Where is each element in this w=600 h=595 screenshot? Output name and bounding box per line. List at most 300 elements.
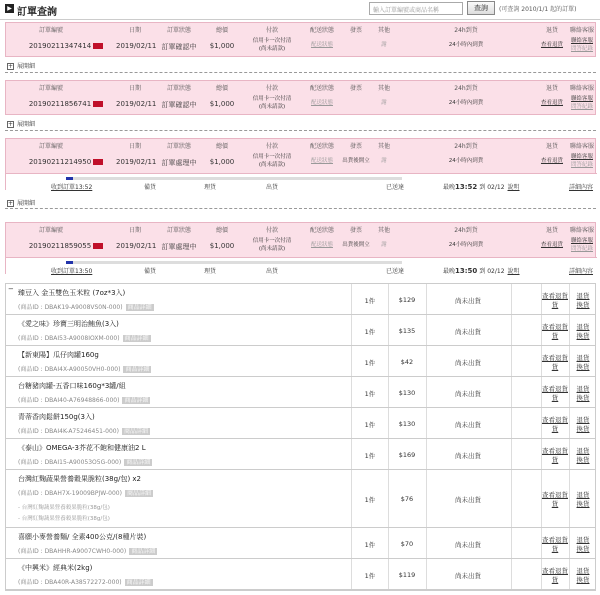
order-row bbox=[6, 93, 595, 115]
exchange-button[interactable]: 換貨 bbox=[576, 363, 590, 371]
deadline-help-link[interactable]: 說明 bbox=[507, 184, 520, 191]
divider bbox=[5, 208, 596, 209]
order-row bbox=[6, 35, 595, 57]
order-number: 20190211214950 bbox=[28, 158, 92, 166]
header-total: 總價 bbox=[215, 227, 228, 234]
item-row bbox=[6, 528, 595, 559]
item-detail-button[interactable]: 商品詳細 bbox=[125, 366, 150, 373]
item-name: 喜願小麥營養麵/ 全素400公克/(8種片裝) bbox=[18, 533, 147, 541]
payment-state: (尚未請款) bbox=[258, 246, 286, 252]
item-list bbox=[5, 283, 596, 591]
stage-sort: 理貨 bbox=[204, 268, 217, 275]
stage-prepare: 備貨 bbox=[144, 268, 157, 275]
order-total: $1,000 bbox=[209, 158, 235, 166]
header-return: 退貨 bbox=[545, 143, 558, 150]
order-header-row bbox=[6, 139, 595, 151]
item-price: $130 bbox=[398, 389, 416, 397]
deadline-suffix: 到 02/12 bbox=[479, 268, 505, 275]
column-divider bbox=[426, 528, 427, 558]
item-price: $119 bbox=[398, 571, 416, 579]
header-ship-status: 配送狀態 bbox=[309, 85, 334, 92]
item-row bbox=[6, 408, 595, 439]
order-date: 2019/02/11 bbox=[116, 100, 157, 108]
column-divider bbox=[388, 377, 389, 407]
other-cell: 謝 bbox=[381, 100, 387, 106]
view-return-link[interactable]: 查看退貨 bbox=[542, 385, 568, 393]
flag-icon bbox=[93, 101, 103, 107]
payment-state: (尚未請款) bbox=[258, 46, 286, 52]
item-id-text: (商品ID : DBAI4X-A90050VH0-000) bbox=[18, 366, 121, 373]
column-divider bbox=[511, 439, 512, 469]
exchange-button[interactable]: 換貨 bbox=[576, 500, 590, 508]
column-divider bbox=[351, 408, 352, 438]
view-return-link[interactable]: 查看退貨 bbox=[542, 416, 568, 424]
order-card bbox=[5, 80, 596, 115]
ship-status-link[interactable]: 配送狀態 bbox=[310, 42, 333, 48]
deadline-label: 最晚 bbox=[443, 268, 456, 275]
order-card bbox=[5, 22, 596, 57]
item-qty: 1件 bbox=[364, 390, 376, 398]
column-divider bbox=[351, 559, 352, 589]
column-divider bbox=[388, 346, 389, 376]
order-progress bbox=[6, 173, 597, 190]
item-price: $130 bbox=[398, 420, 416, 428]
header-eta: 24h到貨 bbox=[454, 85, 478, 92]
header-date: 日期 bbox=[128, 143, 141, 150]
item-detail-button[interactable]: 商品詳細 bbox=[127, 304, 152, 311]
deadline-help-link[interactable]: 說明 bbox=[507, 268, 520, 275]
item-row bbox=[6, 284, 595, 315]
item-qty: 1件 bbox=[364, 297, 376, 305]
plus-icon: + bbox=[8, 200, 14, 207]
return-button[interactable]: 退貨 bbox=[576, 323, 590, 331]
return-button[interactable]: 退貨 bbox=[576, 354, 590, 362]
column-divider bbox=[388, 284, 389, 314]
stage-prepare: 備貨 bbox=[144, 184, 157, 191]
order-status: 訂單處理中 bbox=[161, 243, 197, 251]
order-header-row bbox=[6, 81, 595, 93]
flag-icon bbox=[93, 43, 103, 49]
search-input[interactable]: 輸入訂單編號或商品名稱 bbox=[369, 2, 463, 15]
exchange-button[interactable]: 換貨 bbox=[576, 456, 590, 464]
deadline-time: 13:52 bbox=[455, 183, 478, 191]
return-sub-link[interactable]: 貨 bbox=[551, 363, 559, 371]
payment-method: 信用卡一次付清 bbox=[252, 96, 292, 102]
column-divider bbox=[426, 439, 427, 469]
details-link[interactable]: 詳細內容 bbox=[569, 268, 594, 275]
received-time[interactable]: 收到訂單13:50 bbox=[51, 268, 93, 275]
header-eta: 24h到貨 bbox=[454, 227, 478, 234]
item-price: $76 bbox=[400, 495, 414, 503]
item-detail-button[interactable]: 商品詳細 bbox=[126, 459, 151, 466]
header-invoice: 發票 bbox=[349, 143, 362, 150]
return-button[interactable]: 退貨 bbox=[576, 447, 590, 455]
flag-icon bbox=[93, 159, 103, 165]
column-divider bbox=[388, 528, 389, 558]
column-divider bbox=[351, 439, 352, 469]
order-card bbox=[5, 222, 596, 274]
item-id bbox=[18, 333, 151, 342]
order-number: 20190211859055 bbox=[28, 242, 92, 250]
return-button[interactable]: 退貨 bbox=[576, 491, 590, 499]
item-id-text: (商品ID : DBAI40-A76948866-000) bbox=[18, 397, 120, 404]
header-contact: 聯絡客服 bbox=[569, 143, 594, 150]
column-divider bbox=[511, 377, 512, 407]
progress-bar bbox=[66, 177, 402, 180]
expand-label: 展開細 bbox=[17, 121, 36, 128]
item-id-text: (商品ID : DBAI4K-A75246451-000) bbox=[18, 428, 119, 435]
progress-bar bbox=[66, 261, 402, 264]
query-range-note: (可查詢 2010/1/1 起的訂單) bbox=[499, 6, 577, 13]
item-qty: 1件 bbox=[364, 421, 376, 429]
item-state: 尚未出貨 bbox=[455, 572, 481, 580]
view-return-link[interactable]: 查看退貨 bbox=[540, 100, 563, 106]
item-state: 尚未出貨 bbox=[455, 541, 481, 549]
header-other: 其他 bbox=[377, 85, 390, 92]
header-order-no: 訂單編號 bbox=[38, 227, 63, 234]
eta: 24小時內到貨 bbox=[448, 242, 484, 248]
divider bbox=[5, 72, 596, 73]
item-qty: 1件 bbox=[364, 452, 376, 460]
item-id-text: (商品ID : DBAH7X-19009BPJW-000) bbox=[18, 490, 122, 497]
header-order-no: 訂單編號 bbox=[38, 27, 63, 34]
header-date: 日期 bbox=[128, 27, 141, 34]
deadline-label: 最晚 bbox=[443, 184, 456, 191]
column-divider bbox=[511, 408, 512, 438]
search-button[interactable]: 查詢 bbox=[467, 1, 495, 15]
view-return-link[interactable]: 查看退貨 bbox=[542, 447, 568, 455]
stage-delivered: 已送達 bbox=[386, 268, 405, 275]
view-return-link[interactable]: 查看退貨 bbox=[542, 491, 568, 499]
received-time[interactable]: 收到訂單13:52 bbox=[51, 184, 93, 191]
item-id-text: (商品ID : DBAI53-A9008IOXM-000) bbox=[18, 335, 120, 342]
item-row bbox=[6, 559, 595, 590]
header-date: 日期 bbox=[128, 227, 141, 234]
item-row bbox=[6, 470, 595, 528]
ship-status-link[interactable]: 配送狀態 bbox=[310, 242, 333, 248]
qa-record-link[interactable]: 問答紀錄 bbox=[570, 162, 593, 168]
column-divider bbox=[511, 346, 512, 376]
order-header-row bbox=[6, 23, 595, 35]
column-divider bbox=[426, 346, 427, 376]
exchange-button[interactable]: 換貨 bbox=[576, 332, 590, 340]
column-divider bbox=[511, 284, 512, 314]
item-name: 《泰山》OMEGA-3芥花不飽和健康油2 L bbox=[18, 444, 146, 452]
header-contact: 聯絡客服 bbox=[569, 85, 594, 92]
item-detail-button[interactable]: 商品詳細 bbox=[126, 579, 151, 586]
item-state: 尚未出貨 bbox=[455, 452, 481, 460]
plus-icon: + bbox=[8, 63, 14, 70]
column-divider bbox=[351, 284, 352, 314]
item-id bbox=[18, 488, 153, 497]
item-state: 尚未出貨 bbox=[455, 297, 481, 305]
qa-record-link[interactable]: 問答紀錄 bbox=[570, 46, 593, 52]
header-total: 總價 bbox=[215, 27, 228, 34]
order-number-cell bbox=[16, 242, 116, 250]
column-divider bbox=[388, 559, 389, 589]
order-status: 訂單處理中 bbox=[161, 159, 197, 167]
header-eta: 24h到貨 bbox=[454, 27, 478, 34]
header-payment: 付款 bbox=[265, 227, 278, 234]
ship-status-link[interactable]: 配送狀態 bbox=[310, 100, 333, 106]
item-qty: 1件 bbox=[364, 496, 376, 504]
header-return: 退貨 bbox=[545, 27, 558, 34]
return-sub-link[interactable]: 貨 bbox=[551, 576, 559, 584]
return-sub-link[interactable]: 貨 bbox=[551, 425, 559, 433]
order-date: 2019/02/11 bbox=[116, 158, 157, 166]
item-price: $169 bbox=[398, 451, 416, 459]
expand-label: 展開細 bbox=[17, 200, 36, 207]
order-total: $1,000 bbox=[209, 242, 235, 250]
return-sub-link[interactable]: 貨 bbox=[551, 394, 559, 402]
header-status: 訂單狀態 bbox=[166, 227, 191, 234]
item-detail-button[interactable]: 商品詳細 bbox=[126, 490, 151, 497]
column-divider bbox=[351, 377, 352, 407]
item-row bbox=[6, 315, 595, 346]
column-divider bbox=[426, 315, 427, 345]
header-other: 其他 bbox=[377, 227, 390, 234]
header-date: 日期 bbox=[128, 85, 141, 92]
payment-method: 信用卡一次付清 bbox=[252, 238, 292, 244]
return-sub-link[interactable]: 貨 bbox=[551, 301, 559, 309]
stage-ship: 出貨 bbox=[266, 184, 279, 191]
item-id bbox=[18, 577, 153, 586]
view-return-link[interactable]: 查看退貨 bbox=[540, 42, 563, 48]
view-return-link[interactable]: 查看退貨 bbox=[540, 242, 563, 248]
return-button[interactable]: 退貨 bbox=[576, 385, 590, 393]
header-invoice: 發票 bbox=[349, 85, 362, 92]
item-price: $42 bbox=[400, 358, 414, 366]
header-status: 訂單狀態 bbox=[166, 27, 191, 34]
plus-icon: + bbox=[8, 121, 14, 128]
column-divider bbox=[511, 470, 512, 527]
column-divider bbox=[426, 408, 427, 438]
view-return-link[interactable]: 查看退貨 bbox=[542, 354, 568, 362]
return-button[interactable]: 退貨 bbox=[576, 536, 590, 544]
header-payment: 付款 bbox=[265, 85, 278, 92]
header-ship-status: 配送狀態 bbox=[309, 27, 334, 34]
exchange-button[interactable]: 換貨 bbox=[576, 301, 590, 309]
item-detail-button[interactable]: 商品詳細 bbox=[131, 548, 156, 555]
stage-sort: 理貨 bbox=[204, 184, 217, 191]
column-divider bbox=[351, 528, 352, 558]
return-sub-link[interactable]: 貨 bbox=[551, 545, 559, 553]
header-return: 退貨 bbox=[545, 227, 558, 234]
item-detail-button[interactable]: 商品詳細 bbox=[123, 428, 148, 435]
item-row bbox=[6, 439, 595, 470]
view-return-link[interactable]: 查看退貨 bbox=[542, 567, 568, 575]
qa-record-link[interactable]: 問答紀錄 bbox=[570, 104, 593, 110]
item-row bbox=[6, 377, 595, 408]
item-id bbox=[18, 546, 157, 555]
item-name: 青蒂香肉鬆餅150g(3入) bbox=[18, 413, 95, 421]
payment-state: (尚未請款) bbox=[258, 162, 286, 168]
column-divider bbox=[511, 528, 512, 558]
ship-status-link[interactable]: 配送狀態 bbox=[310, 158, 333, 164]
exchange-button[interactable]: 換貨 bbox=[576, 425, 590, 433]
contact-service-link[interactable]: 聯絡客服 bbox=[570, 154, 593, 160]
item-qty: 1件 bbox=[364, 359, 376, 367]
item-id-text: (商品ID : DBAK19-A9008VS0N-000) bbox=[18, 304, 123, 311]
header-status: 訂單狀態 bbox=[166, 85, 191, 92]
item-name: 台糖豬肉罐-五香口味160g*3罐/組 bbox=[18, 382, 126, 390]
exchange-button[interactable]: 換貨 bbox=[576, 394, 590, 402]
view-return-link[interactable]: 查看退貨 bbox=[542, 536, 568, 544]
other-cell: 謝 bbox=[381, 242, 387, 248]
column-divider bbox=[388, 439, 389, 469]
header-return: 退貨 bbox=[545, 85, 558, 92]
column-divider bbox=[388, 408, 389, 438]
view-return-link[interactable]: 查看退貨 bbox=[542, 292, 568, 300]
return-sub-link[interactable]: 貨 bbox=[551, 500, 559, 508]
contact-service-link[interactable]: 聯絡客服 bbox=[570, 38, 593, 44]
header-other: 其他 bbox=[377, 143, 390, 150]
deadline bbox=[443, 182, 520, 191]
item-id bbox=[18, 395, 150, 404]
column-divider bbox=[426, 284, 427, 314]
view-return-link[interactable]: 查看退貨 bbox=[540, 158, 563, 164]
invoice: 出貨後開立 bbox=[342, 158, 370, 164]
order-number: 20190211347414 bbox=[28, 42, 92, 50]
order-number-cell bbox=[16, 100, 116, 108]
expand-toggle[interactable] bbox=[7, 61, 35, 70]
eta: 24小時內到貨 bbox=[448, 100, 484, 106]
column-divider bbox=[426, 377, 427, 407]
header-ship-status: 配送狀態 bbox=[309, 143, 334, 150]
qa-record-link[interactable]: 問答紀錄 bbox=[570, 246, 593, 252]
return-sub-link[interactable]: 貨 bbox=[551, 456, 559, 464]
return-button[interactable]: 退貨 bbox=[576, 416, 590, 424]
column-divider bbox=[511, 559, 512, 589]
header-invoice: 發票 bbox=[349, 227, 362, 234]
item-state: 尚未出貨 bbox=[455, 328, 481, 336]
column-divider bbox=[426, 470, 427, 527]
other-cell: 謝 bbox=[381, 158, 387, 164]
header-order-no: 訂單編號 bbox=[38, 85, 63, 92]
item-name: 【新東陽】瓜仔肉罐160g bbox=[18, 351, 99, 359]
item-detail-button[interactable]: 商品詳細 bbox=[124, 397, 149, 404]
item-row bbox=[6, 346, 595, 377]
stage-delivered: 已送達 bbox=[386, 184, 405, 191]
header-total: 總價 bbox=[215, 85, 228, 92]
order-status: 訂單確認中 bbox=[161, 43, 197, 51]
payment-method: 信用卡一次付清 bbox=[252, 38, 292, 44]
return-sub-link[interactable]: 貨 bbox=[551, 332, 559, 340]
divider bbox=[5, 130, 596, 131]
item-name: 臻豆入 金玉雙色玉米粒 (7oz*3入) bbox=[18, 289, 126, 297]
sub-item: - 台灣紅麴蔬果營養穀果脆粒(38g/包) bbox=[18, 516, 110, 522]
item-id bbox=[18, 457, 152, 466]
progress-fill bbox=[66, 177, 73, 180]
item-name: 《愛之味》珍寶三明治鮪魚(3入) bbox=[18, 320, 119, 328]
order-date: 2019/02/11 bbox=[116, 42, 157, 50]
column-divider bbox=[351, 470, 352, 527]
deadline-time: 13:50 bbox=[455, 267, 478, 275]
item-id bbox=[18, 302, 154, 311]
exchange-button[interactable]: 換貨 bbox=[576, 576, 590, 584]
order-status: 訂單確認中 bbox=[161, 101, 197, 109]
item-state: 尚未出貨 bbox=[455, 421, 481, 429]
header-ship-status: 配送狀態 bbox=[309, 227, 334, 234]
payment-state: (尚未請款) bbox=[258, 104, 286, 110]
item-id-text: (商品ID : DBA40R-A38572272-000) bbox=[18, 579, 122, 586]
item-price: $70 bbox=[400, 540, 414, 548]
page-title: 訂單查詢 bbox=[17, 7, 57, 18]
column-divider bbox=[511, 315, 512, 345]
contact-service-link[interactable]: 聯絡客服 bbox=[570, 96, 593, 102]
header-eta: 24h到貨 bbox=[454, 143, 478, 150]
expand-label: 展開細 bbox=[17, 63, 36, 70]
order-progress bbox=[6, 257, 597, 274]
expand-toggle[interactable] bbox=[7, 198, 35, 207]
deadline bbox=[443, 266, 520, 275]
item-price: $135 bbox=[398, 327, 416, 335]
other-cell: 謝 bbox=[381, 42, 387, 48]
item-id bbox=[18, 364, 151, 373]
deadline-suffix: 到 02/12 bbox=[479, 184, 505, 191]
header-contact: 聯絡客服 bbox=[569, 27, 594, 34]
invoice: 出貨後開立 bbox=[342, 242, 370, 248]
arrow-right-icon: ▶ bbox=[5, 4, 14, 13]
column-divider bbox=[388, 470, 389, 527]
column-divider bbox=[426, 559, 427, 589]
item-price: $129 bbox=[398, 296, 416, 304]
exchange-button[interactable]: 換貨 bbox=[576, 545, 590, 553]
header-order-no: 訂單編號 bbox=[38, 143, 63, 150]
order-number-cell bbox=[16, 42, 116, 50]
order-total: $1,000 bbox=[209, 42, 235, 50]
progress-fill bbox=[66, 261, 73, 264]
item-qty: 1件 bbox=[364, 572, 376, 580]
header-payment: 付款 bbox=[265, 143, 278, 150]
header-status: 訂單狀態 bbox=[166, 143, 191, 150]
details-link[interactable]: 詳細內容 bbox=[569, 184, 594, 191]
item-state: 尚未出貨 bbox=[455, 359, 481, 367]
top-bar bbox=[0, 0, 600, 20]
item-state: 尚未出貨 bbox=[455, 390, 481, 398]
header-payment: 付款 bbox=[265, 27, 278, 34]
item-state: 尚未出貨 bbox=[455, 496, 481, 504]
item-qty: 1件 bbox=[364, 328, 376, 336]
item-name: 台灣紅麴蔬果營養穀果脆粒(38g/包) x2 bbox=[18, 475, 141, 483]
header-total: 總價 bbox=[215, 143, 228, 150]
header-invoice: 發票 bbox=[349, 27, 362, 34]
header-contact: 聯絡客服 bbox=[569, 227, 594, 234]
item-name: 《中興米》經典米(2kg) bbox=[18, 564, 93, 572]
header-other: 其他 bbox=[377, 27, 390, 34]
column-divider bbox=[388, 315, 389, 345]
order-row bbox=[6, 235, 595, 257]
expand-toggle[interactable] bbox=[7, 119, 35, 128]
item-id bbox=[18, 426, 150, 435]
view-return-link[interactable]: 查看退貨 bbox=[542, 323, 568, 331]
order-card bbox=[5, 138, 596, 190]
return-button[interactable]: 退貨 bbox=[576, 292, 590, 300]
order-number-cell bbox=[16, 158, 116, 166]
collapse-icon[interactable]: − bbox=[8, 285, 14, 293]
contact-service-link[interactable]: 聯絡客服 bbox=[570, 238, 593, 244]
flag-icon bbox=[93, 243, 103, 249]
order-row bbox=[6, 151, 595, 173]
return-button[interactable]: 退貨 bbox=[576, 567, 590, 575]
eta: 24小時內到貨 bbox=[448, 42, 484, 48]
eta: 24小時內到貨 bbox=[448, 158, 484, 164]
column-divider bbox=[351, 346, 352, 376]
order-number: 20190211856741 bbox=[28, 100, 92, 108]
stage-ship: 出貨 bbox=[266, 268, 279, 275]
item-detail-button[interactable]: 商品詳細 bbox=[124, 335, 149, 342]
item-id-text: (商品ID : DBAHHR-A9007CWH0-000) bbox=[18, 548, 127, 555]
